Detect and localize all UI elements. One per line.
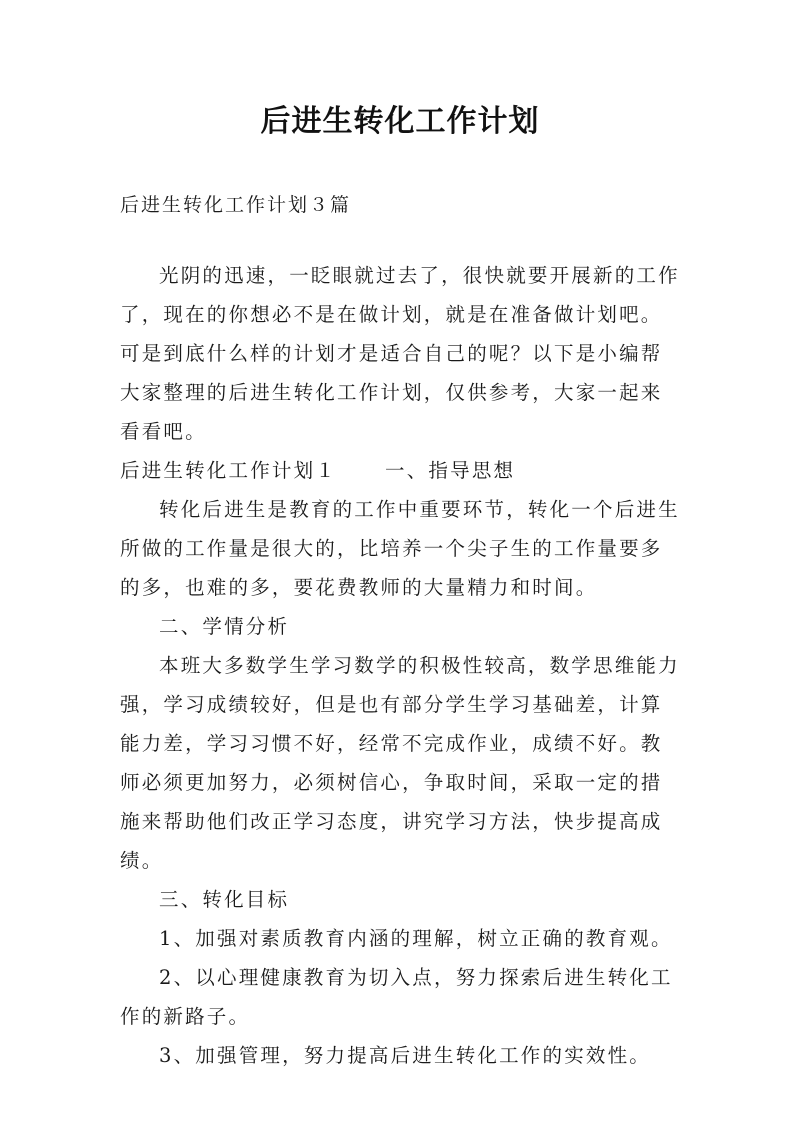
goal-item-3: 3、加强管理，努力提高后进生转化工作的实效性。 xyxy=(159,1044,652,1067)
heading-learning-analysis: 二、学情分析 xyxy=(159,615,290,638)
paragraph-learning-analysis: 本班大多数学生学习数学的积极性较高，数学思维能力强，学习成绩较好，但是也有部分学生学习基础差，计算能力差，学习习惯不好，经常不完成作业，成绩不好。教师必须更加努力，必须树信心，争取时间，采取一定的措施来帮助他们改正学习态度，讲究学习方法，快步提高成绩。 xyxy=(120,654,680,872)
goal-item-1: 1、加强对素质教育内涵的理解，树立正确的教育观。 xyxy=(159,927,673,950)
heading-guiding-ideology: 一、指导思想 xyxy=(385,459,516,482)
section-label: 后进生转化工作计划１ xyxy=(120,459,338,482)
goal-item-2: 2、以心理健康教育为切入点，努力探索后进生转化工作的新路子。 xyxy=(120,966,673,1028)
document-title: 后进生转化工作计划 xyxy=(260,104,540,139)
document-subtitle: 后进生转化工作计划３篇 xyxy=(120,194,352,216)
section-header-row xyxy=(120,451,680,490)
document-body xyxy=(120,256,680,1075)
heading-conversion-goals: 三、转化目标 xyxy=(159,888,290,911)
paragraph-guiding-ideology: 转化后进生是教育的工作中重要环节，转化一个后进生所做的工作量是很大的，比培养一个尖子生的工作量要多的多，也难的多，要花费教师的大量精力和时间。 xyxy=(120,498,680,599)
intro-paragraph: 光阴的迅速，一眨眼就过去了，很快就要开展新的工作了，现在的你想必不是在做计划，就是在准备做计划吧。可是到底什么样的计划才是适合自己的呢？以下是小编帮大家整理的后进生转化工作计划，仅供参考，大家一起来看看吧。 xyxy=(120,264,680,443)
